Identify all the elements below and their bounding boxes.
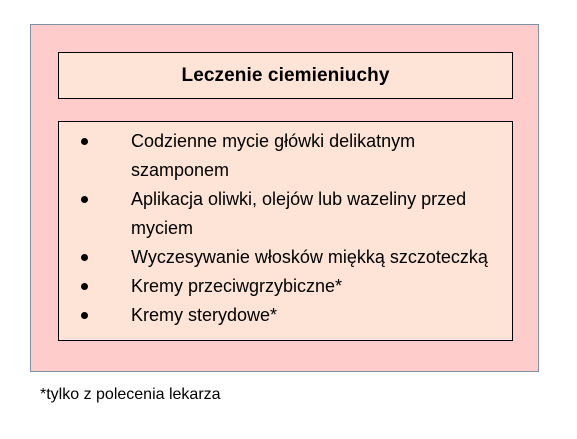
list-item-text: Codzienne mycie główki delikatnym szamponem bbox=[131, 131, 416, 180]
list-item-text: Wyczesywanie włosków miękką szczoteczką bbox=[131, 247, 488, 267]
bullet-icon bbox=[81, 138, 88, 145]
footnote: *tylko z polecenia lekarza bbox=[40, 386, 221, 403]
bullet-icon bbox=[81, 196, 88, 203]
bullet-list bbox=[59, 127, 502, 330]
list-item-text: Kremy sterydowe* bbox=[131, 305, 278, 325]
bullet-icon bbox=[81, 283, 88, 290]
list-item bbox=[59, 272, 502, 301]
list-box bbox=[58, 121, 513, 341]
list-item bbox=[59, 301, 502, 330]
list-item bbox=[59, 127, 502, 185]
list-item-text: Kremy przeciwgrzybiczne* bbox=[131, 276, 343, 296]
title-box bbox=[58, 52, 513, 99]
list-item bbox=[59, 185, 502, 243]
bullet-icon bbox=[81, 312, 88, 319]
page-title: Leczenie ciemieniuchy bbox=[181, 64, 390, 86]
list-item bbox=[59, 243, 502, 272]
list-item-text: Aplikacja oliwki, olejów lub wazeliny przed myciem bbox=[131, 189, 467, 238]
content-panel bbox=[30, 24, 539, 372]
bullet-icon bbox=[81, 254, 88, 261]
